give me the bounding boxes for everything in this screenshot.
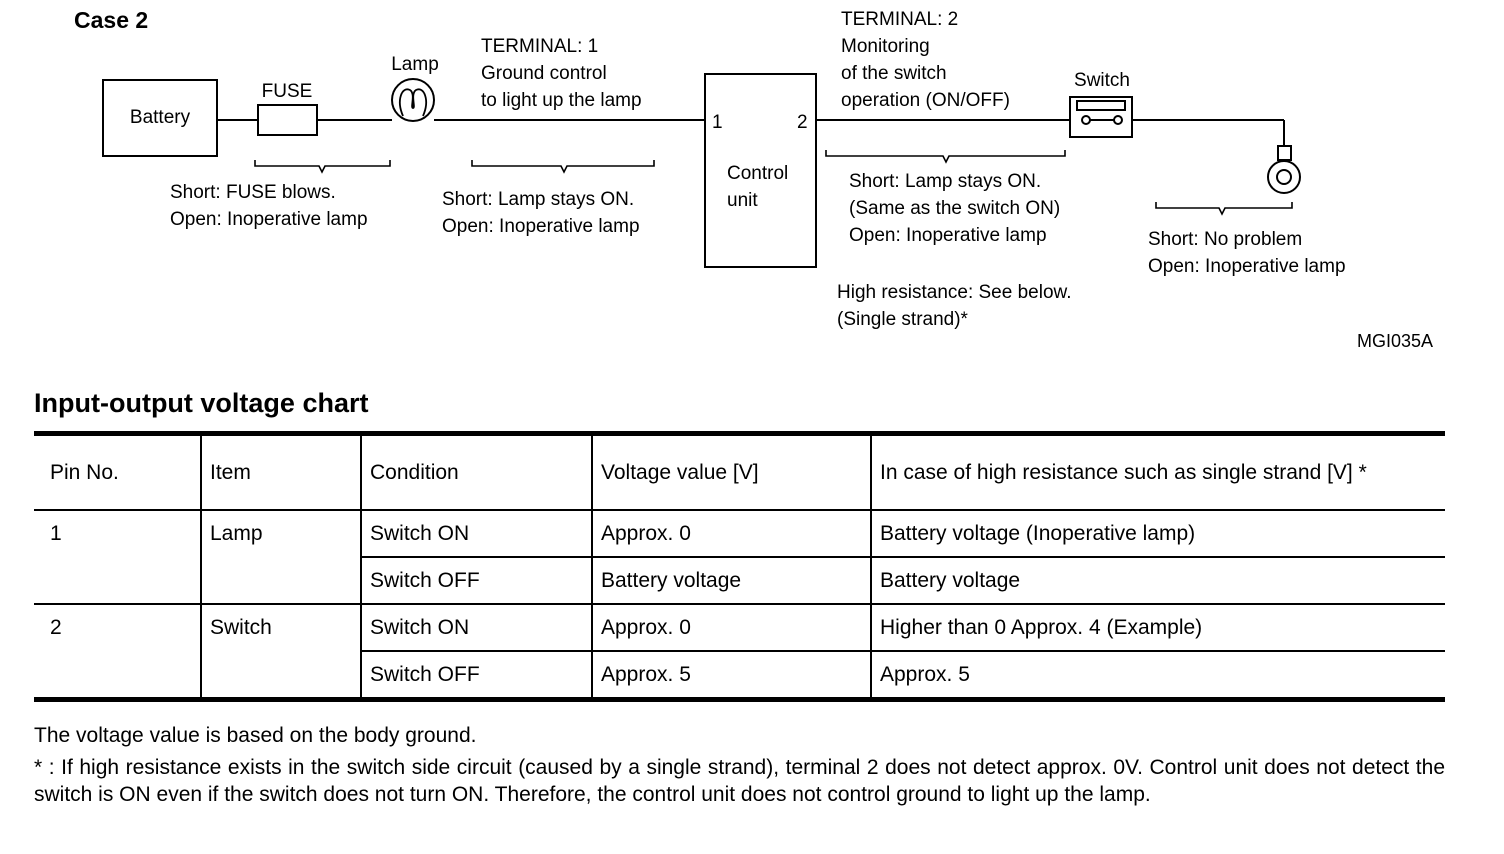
- high-resistance-note: High resistance: See below. (Single strand)*: [837, 282, 1072, 330]
- item-cell: Switch: [201, 604, 361, 700]
- case-title: Case 2: [74, 7, 149, 33]
- control-unit-label: Control unit: [727, 163, 789, 211]
- pin-cell: 1: [34, 510, 201, 604]
- header-voltage: Voltage value [V]: [592, 434, 871, 511]
- pin-cell: 2: [34, 604, 201, 700]
- condition-cell: Switch OFF: [361, 557, 592, 604]
- header-condition: Condition: [361, 434, 592, 511]
- high-resistance-cell: Battery voltage: [871, 557, 1445, 604]
- pin2-label: 2: [797, 112, 808, 133]
- condition-cell: Switch ON: [361, 604, 592, 651]
- table-row: [34, 604, 1445, 651]
- voltage-chart-title: Input-output voltage chart: [34, 388, 369, 418]
- terminal2-desc: TERMINAL: 2 Monitoring of the switch operation (ON/OFF): [841, 9, 1010, 111]
- voltage-cell: Battery voltage: [592, 557, 871, 604]
- ground-notes: Short: No problem Open: Inoperative lamp: [1148, 229, 1346, 277]
- condition-cell: Switch OFF: [361, 651, 592, 700]
- terminal1-desc: TERMINAL: 1 Ground control to light up the lamp: [481, 36, 642, 111]
- voltage-cell: Approx. 0: [592, 510, 871, 557]
- battery-label: Battery: [129, 107, 191, 128]
- table-row: [34, 510, 1445, 557]
- lamp-icon: [392, 79, 434, 121]
- fuse-symbol: [258, 105, 317, 135]
- voltage-cell: Approx. 5: [592, 651, 871, 700]
- switch-wire-notes: Short: Lamp stays ON. (Same as the switch ON) Open: Inoperative lamp: [849, 171, 1061, 246]
- footnote: * : If high resistance exists in the switch side circuit (caused by a single strand), terminal 2 does not detect approx. 0V. Control unit does not detect the switch is ON even if the switch does not turn ON. Therefore, the control unit does not control ground to light up the lamp.: [34, 756, 1445, 806]
- header-high-resistance: In case of high resistance such as single strand [V] *: [871, 434, 1445, 511]
- switch-label: Switch: [1074, 70, 1130, 91]
- pin1-label: 1: [712, 112, 723, 133]
- lamp-notes: Short: Lamp stays ON. Open: Inoperative lamp: [442, 189, 640, 237]
- voltage-chart-table: [34, 431, 1445, 702]
- high-resistance-cell: Higher than 0 Approx. 4 (Example): [871, 604, 1445, 651]
- fuse-notes: Short: FUSE blows. Open: Inoperative lamp: [170, 182, 368, 230]
- condition-cell: Switch ON: [361, 510, 592, 557]
- high-resistance-cell: Approx. 5: [871, 651, 1445, 700]
- ground-icon: [1268, 146, 1300, 193]
- header-item: Item: [201, 434, 361, 511]
- switch-icon: [1070, 97, 1132, 137]
- figure-code: MGI035A: [1356, 331, 1433, 351]
- high-resistance-cell: Battery voltage (Inoperative lamp): [871, 510, 1445, 557]
- item-cell: Lamp: [201, 510, 361, 604]
- lamp-label: Lamp: [391, 54, 439, 75]
- header-pin: Pin No.: [34, 434, 201, 511]
- fuse-label: FUSE: [261, 81, 313, 102]
- table-header-row: [34, 434, 1445, 511]
- circuit-diagram: [0, 0, 1504, 370]
- ground-note: The voltage value is based on the body ground.: [34, 724, 477, 747]
- voltage-cell: Approx. 0: [592, 604, 871, 651]
